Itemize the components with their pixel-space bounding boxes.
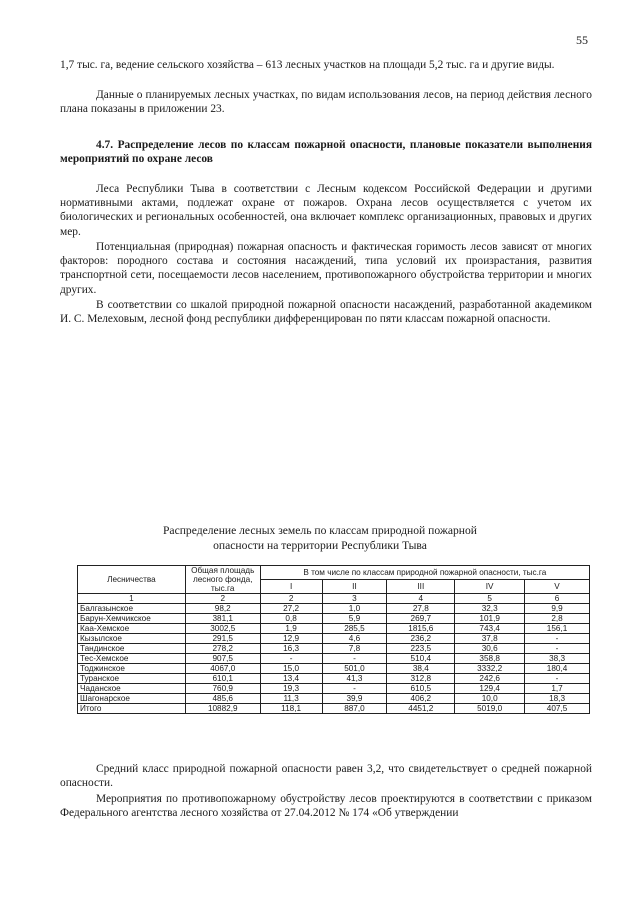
total-area: 485,6 [185, 694, 260, 704]
index-cell: 3 [322, 594, 387, 604]
table-caption [90, 523, 550, 553]
table-total-row [78, 704, 590, 714]
class-4-value: 129,4 [455, 684, 525, 694]
class-3-value: 269,7 [387, 614, 455, 624]
class-1-value: 11,3 [260, 694, 322, 704]
class-5-value: 38,3 [525, 654, 590, 664]
forestry-name: Каа-Хемское [78, 624, 186, 634]
class-1-value: 0,8 [260, 614, 322, 624]
forestry-name: Балгазынское [78, 604, 186, 614]
class-2-value: 887,0 [322, 704, 387, 714]
class-1-value: 19,3 [260, 684, 322, 694]
class-2-value: 39,9 [322, 694, 387, 704]
class-3-value: 27,8 [387, 604, 455, 614]
class-1-value: 27,2 [260, 604, 322, 614]
index-cell: 2 [260, 594, 322, 604]
class-2-value: - [322, 684, 387, 694]
class-3-value: 236,2 [387, 634, 455, 644]
fire-class-table [77, 565, 590, 714]
class-1-value: 12,9 [260, 634, 322, 644]
table-row [78, 654, 590, 664]
class-5-value: 407,5 [525, 704, 590, 714]
table-row [78, 604, 590, 614]
total-area: 760,9 [185, 684, 260, 694]
class-3-value: 406,2 [387, 694, 455, 704]
paragraph-land-use-continued: 1,7 тыс. га, ведение сельского хозяйства – 613 лесных участков на площади 5,2 тыс. га и другие виды. [60, 59, 555, 71]
total-area: 291,5 [185, 634, 260, 644]
total-area: 610,1 [185, 674, 260, 684]
class-4-value: 242,6 [455, 674, 525, 684]
table-row [78, 614, 590, 624]
class-4-value: 30,6 [455, 644, 525, 654]
table-row [78, 684, 590, 694]
class-4-value: 101,9 [455, 614, 525, 624]
class-5-value: 180,4 [525, 664, 590, 674]
class-1-value: 16,3 [260, 644, 322, 654]
forestry-name: Туранское [78, 674, 186, 684]
class-2-value: 501,0 [322, 664, 387, 674]
class-5-value: - [525, 634, 590, 644]
class-5-value: 9,9 [525, 604, 590, 614]
header-class-2: II [322, 580, 387, 594]
total-area: 98,2 [185, 604, 260, 614]
index-row [78, 594, 590, 604]
paragraph-fire-measures: Мероприятия по противопожарному обустройству лесов проектируются в соответствии с приказом Федерального агентства лесного хозяйства от 27.04.2012 № 174 «Об утверждении [60, 793, 592, 820]
class-3-value: 312,8 [387, 674, 455, 684]
paragraph-forest-protection: Леса Республики Тыва в соответствии с Лесным кодексом Российской Федерации и другими нормативными актами, подлежат охране от пожаров. Охрана лесов осуществляется с учетом их биологических и региональных особенностей, она включает комплекс организационных, правовых и других мер. [60, 183, 592, 238]
total-area: 278,2 [185, 644, 260, 654]
index-cell: 6 [525, 594, 590, 604]
class-3-value: 1815,6 [387, 624, 455, 634]
index-cell: 1 [78, 594, 186, 604]
class-1-value: 15,0 [260, 664, 322, 674]
total-area: 4067,0 [185, 664, 260, 674]
class-2-value: 5,9 [322, 614, 387, 624]
class-4-value: 10,0 [455, 694, 525, 704]
class-4-value: 743,4 [455, 624, 525, 634]
header-classes: В том числе по классам природной пожарной опасности, тыс.га [260, 566, 589, 580]
class-3-value: 4451,2 [387, 704, 455, 714]
header-forestry: Лесничества [78, 566, 186, 594]
class-4-value: 358,8 [455, 654, 525, 664]
section-heading: 4.7. Распределение лесов по классам пожарной опасности, плановые показатели выполнения мероприятий по охране лесов [60, 139, 592, 166]
class-1-value: 118,1 [260, 704, 322, 714]
header-class-3: III [387, 580, 455, 594]
class-1-value: - [260, 654, 322, 664]
class-5-value: - [525, 644, 590, 654]
table-row [78, 644, 590, 654]
class-2-value: 4,6 [322, 634, 387, 644]
header-total-area: Общая площадь лесного фонда, тыс.га [185, 566, 260, 594]
class-4-value: 3332,2 [455, 664, 525, 674]
table-row [78, 664, 590, 674]
class-1-value: 1,9 [260, 624, 322, 634]
class-2-value: 41,3 [322, 674, 387, 684]
forestry-name: Шагонарское [78, 694, 186, 704]
table-caption-line-1: Распределение лесных земель по классам природной пожарной [162, 524, 478, 537]
index-cell: 5 [455, 594, 525, 604]
paragraph-fire-factors: Потенциальная (природная) пожарная опасность и фактическая горимость лесов зависят от многих факторов: породного состава и состояния насаждений, типа условий их произрастания, развития транспортной сети, посещаемости лесов населением, противопожарного обустройства территории и многих других. [60, 241, 592, 296]
total-area: 10882,9 [185, 704, 260, 714]
paragraph-appendix-reference: Данные о планируемых лесных участках, по видам использования лесов, на период действия лесного плана показаны в приложении 23. [60, 89, 592, 116]
total-area: 907,5 [185, 654, 260, 664]
forestry-name: Тандинское [78, 644, 186, 654]
paragraph-average-class: Средний класс природной пожарной опасности равен 3,2, что свидетельствует о средней пожарной опасности. [60, 763, 592, 790]
class-5-value: 18,3 [525, 694, 590, 704]
class-5-value: - [525, 674, 590, 684]
class-2-value: 1,0 [322, 604, 387, 614]
class-3-value: 610,5 [387, 684, 455, 694]
page-number: 55 [576, 33, 588, 47]
header-class-5: V [525, 580, 590, 594]
class-4-value: 32,3 [455, 604, 525, 614]
class-2-value: 285,5 [322, 624, 387, 634]
total-area: 3002,5 [185, 624, 260, 634]
header-class-1: I [260, 580, 322, 594]
class-4-value: 37,8 [455, 634, 525, 644]
table-row [78, 674, 590, 684]
table-row [78, 634, 590, 644]
forestry-name: Тес-Хемское [78, 654, 186, 664]
total-area: 381,1 [185, 614, 260, 624]
table-row [78, 694, 590, 704]
index-cell: 2 [185, 594, 260, 604]
class-2-value: 7,8 [322, 644, 387, 654]
class-2-value: - [322, 654, 387, 664]
forestry-name: Итого [78, 704, 186, 714]
table-caption-line-2: опасности на территории Республики Тыва [213, 539, 427, 552]
table-row [78, 624, 590, 634]
forestry-name: Кызылское [78, 634, 186, 644]
class-4-value: 5019,0 [455, 704, 525, 714]
forestry-name: Барун-Хемчикское [78, 614, 186, 624]
forestry-name: Тоджинское [78, 664, 186, 674]
class-5-value: 2,8 [525, 614, 590, 624]
class-1-value: 13,4 [260, 674, 322, 684]
class-5-value: 156,1 [525, 624, 590, 634]
class-3-value: 223,5 [387, 644, 455, 654]
class-5-value: 1,7 [525, 684, 590, 694]
class-3-value: 38,4 [387, 664, 455, 674]
forestry-name: Чаданское [78, 684, 186, 694]
header-class-4: IV [455, 580, 525, 594]
class-3-value: 510,4 [387, 654, 455, 664]
paragraph-melekhov-scale: В соответствии со шкалой природной пожарной опасности насаждений, разработанной академиком И. С. Мелеховым, лесной фонд республики дифференцирован по пяти классам пожарной опасности. [60, 299, 592, 326]
index-cell: 4 [387, 594, 455, 604]
